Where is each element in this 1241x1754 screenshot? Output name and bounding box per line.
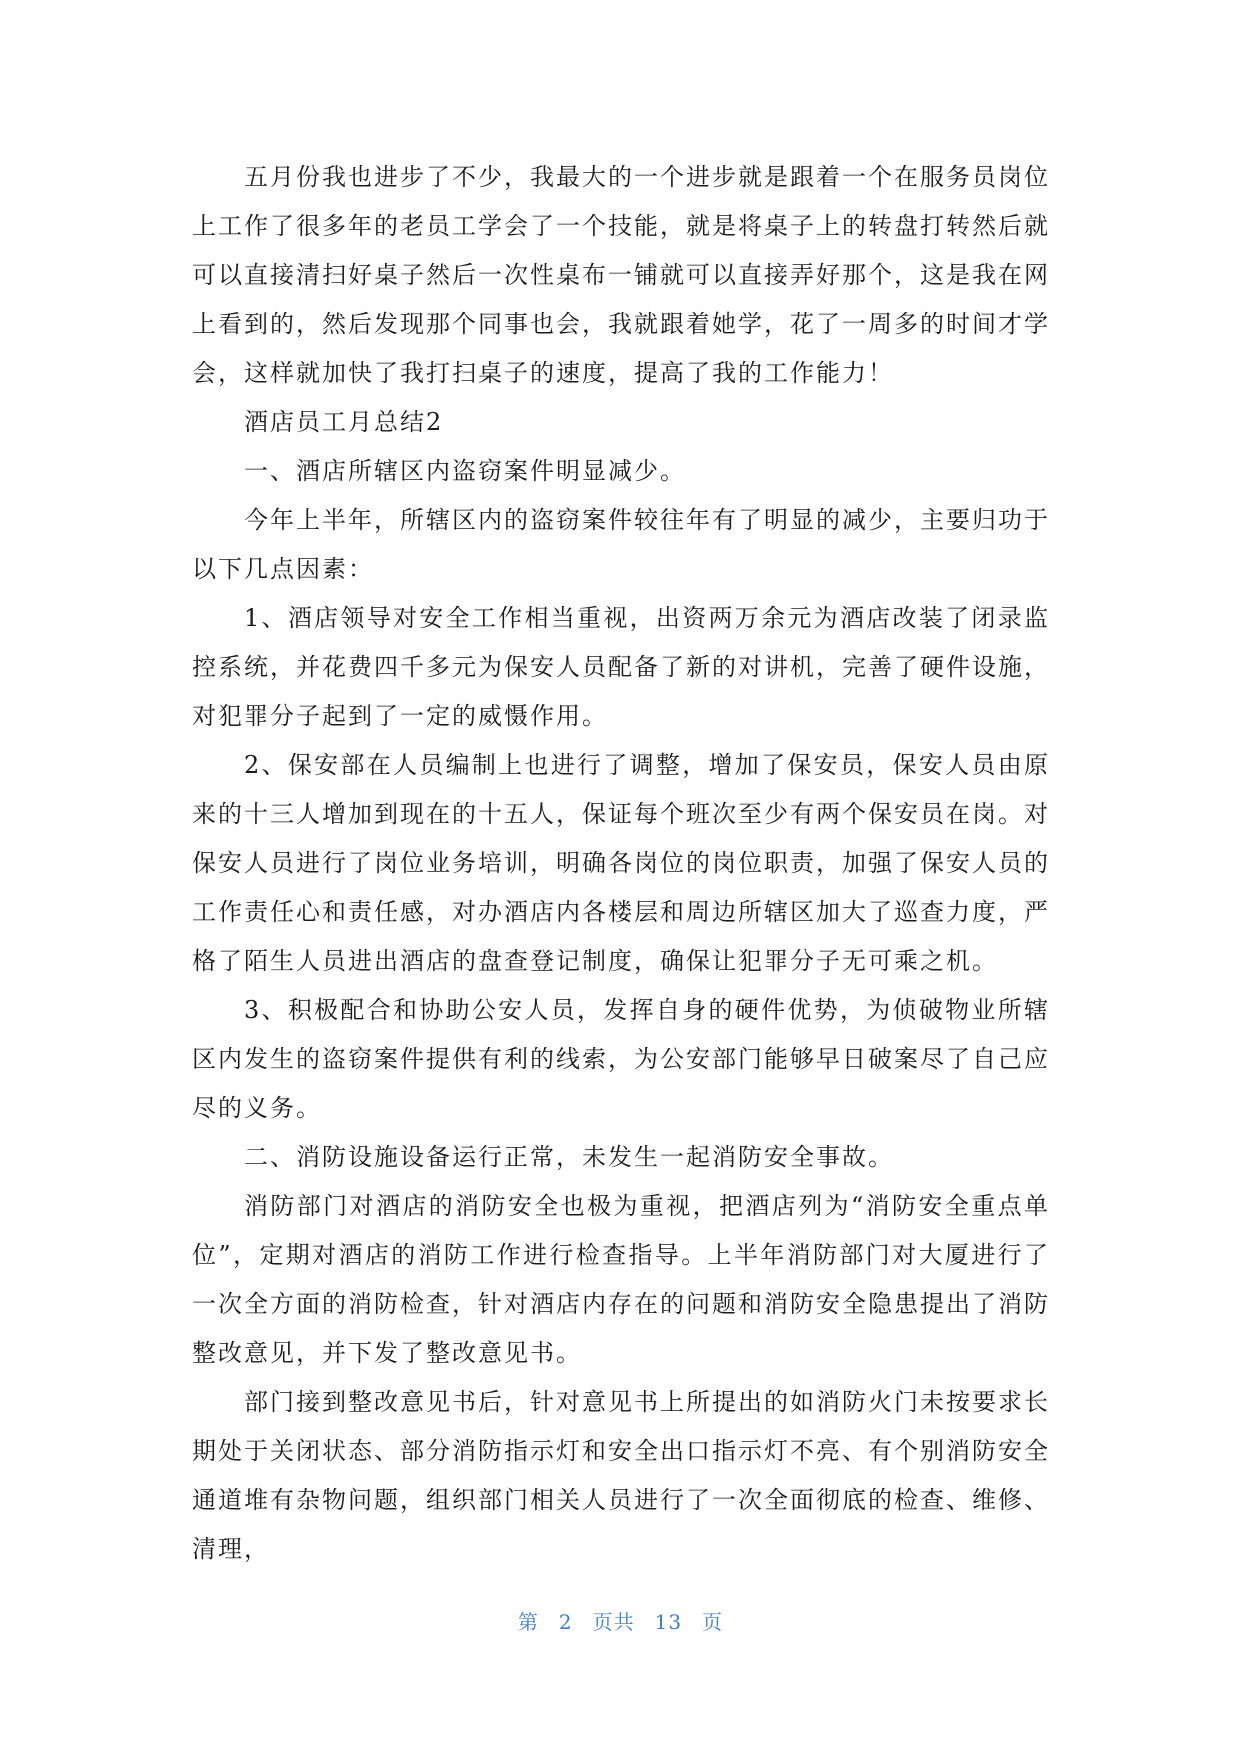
section-title: 酒店员工月总结2 <box>244 408 444 436</box>
footer-middle: 页共 <box>592 1610 635 1634</box>
list-item-2: 2、保安部在人员编制上也进行了调整，增加了保安员，保安人员由原来的十三人增加到现在的十五人，保证每个班次至少有两个保安员在岗。对保安人员进行了岗位业务培训，明确各岗位的岗位职责，加强了保安人员的工作责任心和责任感，对办酒店内各楼层和周边所辖区加大了巡查力度，严格了陌生人员进出酒店的盘查登记制度，确保让犯罪分子无可乘之机。 <box>192 751 1050 975</box>
footer-total-pages: 13 <box>654 1610 683 1634</box>
paragraph: 五月份我也进步了不少，我最大的一个进步就是跟着一个在服务员岗位上工作了很多年的老员工学会了一个技能，就是将桌子上的转盘打转然后就可以直接清扫好桌子然后一次性桌布一铺就可以直接弄好那个，这是我在网上看到的，然后发现那个同事也会，我就跟着她学，花了一周多的时间才学会，这样就加快了我打扫桌子的速度，提高了我的工作能力！ <box>192 163 1050 387</box>
footer-suffix: 页 <box>702 1610 724 1634</box>
paragraph: 部门接到整改意见书后，针对意见书上所提出的如消防火门未按要求长期处于关闭状态、部分消防指示灯和安全出口指示灯不亮、有个别消防安全通道堆有杂物问题，组织部门相关人员进行了一次全面彻底的检查、维修、清理， <box>192 1388 1050 1563</box>
heading-two: 二、消防设施设备运行正常，未发生一起消防安全事故。 <box>244 1143 894 1171</box>
footer-current-page: 2 <box>558 1610 573 1634</box>
list-item-1: 1、酒店领导对安全工作相当重视，出资两万余元为酒店改装了闭录监控系统，并花费四千多元为保安人员配备了新的对讲机，完善了硬件设施，对犯罪分子起到了一定的威慑作用。 <box>192 604 1050 730</box>
footer-prefix: 第 <box>517 1610 539 1634</box>
heading-one: 一、酒店所辖区内盗窃案件明显减少。 <box>244 457 686 485</box>
paragraph: 今年上半年，所辖区内的盗窃案件较往年有了明显的减少，主要归功于以下几点因素： <box>192 506 1050 583</box>
list-item-3: 3、积极配合和协助公安人员，发挥自身的硬件优势，为侦破物业所辖区内发生的盗窃案件提供有利的线索，为公安部门能够早日破案尽了自己应尽的义务。 <box>192 996 1050 1122</box>
paragraph: 消防部门对酒店的消防安全也极为重视，把酒店列为“消防安全重点单位”，定期对酒店的消防工作进行检查指导。上半年消防部门对大厦进行了一次全方面的消防检查，针对酒店内存在的问题和消防安全隐患提出了消防整改意见，并下发了整改意见书。 <box>192 1192 1050 1367</box>
page-footer <box>0 1606 1241 1635</box>
document-body <box>192 153 1050 1574</box>
